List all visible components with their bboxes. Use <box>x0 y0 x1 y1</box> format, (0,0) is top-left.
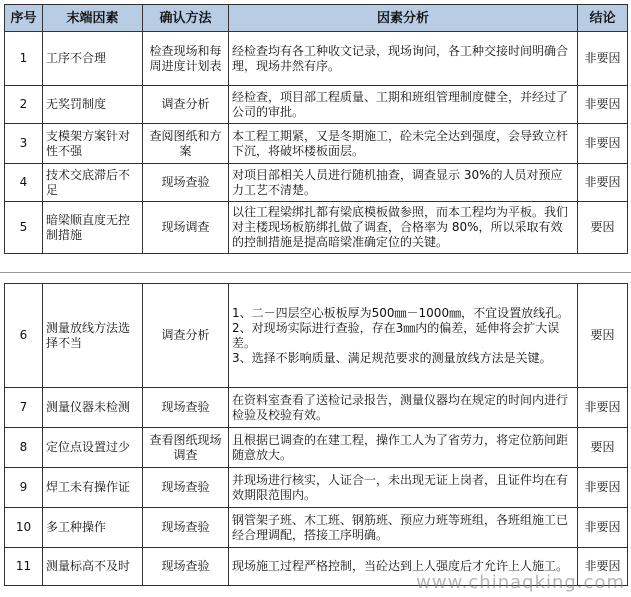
row-no: 3 <box>5 124 43 164</box>
analysis-line: 1、二－四层空心板板厚为500㎜－1000㎜，不宜设置放线孔。 <box>232 305 570 320</box>
cause-table-part1 <box>4 4 628 254</box>
row-analysis: 对项目部相关人员进行随机抽查，调查显示 30%的人员对预应力工艺不清楚。 <box>229 164 578 202</box>
row-analysis: 以往工程梁绑扎都有梁底模板做参照，而本工程均为平板。我们对主楼现场板筋绑扎做了调查，合格率为 80%，所以采取有效的控制措施是提高暗梁准确定位的关键。 <box>229 202 578 254</box>
table-row <box>5 284 628 388</box>
row-analysis: 经检查均有各工种收文记录，现场询问，各工种交接时间明确合理，现场井然有序。 <box>229 32 578 86</box>
row-method: 现场查验 <box>143 164 229 202</box>
header-factor: 末端因素 <box>43 5 143 32</box>
table-row <box>5 32 628 86</box>
row-method: 调查分析 <box>143 284 229 388</box>
row-conclusion: 非要因 <box>578 124 628 164</box>
row-method: 检查现场和每周进度计划表 <box>143 32 229 86</box>
row-method: 现场查验 <box>143 548 229 586</box>
watermark: www.chinaqking.com <box>416 572 625 593</box>
row-no: 7 <box>5 388 43 428</box>
row-factor: 多工种操作 <box>43 508 143 548</box>
header-row <box>5 5 628 32</box>
table-row <box>5 164 628 202</box>
row-conclusion: 非要因 <box>578 548 628 586</box>
row-conclusion: 非要因 <box>578 86 628 124</box>
header-conclusion: 结论 <box>578 5 628 32</box>
table-row <box>5 428 628 468</box>
row-factor: 支模架方案针对性不强 <box>43 124 143 164</box>
row-method: 查阅图纸和方案 <box>143 124 229 164</box>
row-analysis: 本工程工期紧，又是冬期施工，砼未完全达到强度，会导致立杆下沉，将破坏楼板面层。 <box>229 124 578 164</box>
page-break-divider <box>0 272 631 273</box>
row-analysis <box>229 284 578 388</box>
table-row <box>5 468 628 508</box>
row-conclusion: 非要因 <box>578 32 628 86</box>
table-row <box>5 508 628 548</box>
row-method: 现场调查 <box>143 202 229 254</box>
row-factor: 定位点设置过少 <box>43 428 143 468</box>
row-factor: 测量仪器未检测 <box>43 388 143 428</box>
table-row <box>5 202 628 254</box>
row-factor: 技术交底滞后不足 <box>43 164 143 202</box>
row-method: 现场查验 <box>143 508 229 548</box>
row-conclusion: 要因 <box>578 202 628 254</box>
row-analysis: 且根据已调查的在建工程，操作工人为了省劳力，将定位筋间距随意放大。 <box>229 428 578 468</box>
row-method: 查看图纸现场调查 <box>143 428 229 468</box>
row-method: 调查分析 <box>143 86 229 124</box>
table-row <box>5 124 628 164</box>
row-conclusion: 非要因 <box>578 508 628 548</box>
row-factor: 测量放线方法选择不当 <box>43 284 143 388</box>
row-analysis: 在资料室查看了送检记录报告，测量仪器均在规定的时间内进行检验及校验有效。 <box>229 388 578 428</box>
header-method: 确认方法 <box>143 5 229 32</box>
row-factor: 焊工未有操作证 <box>43 468 143 508</box>
row-analysis: 现场施工过程严格控制，当砼达到上人强度后才允许上人施工。 <box>229 548 578 586</box>
row-method: 现场查验 <box>143 468 229 508</box>
analysis-line: 2、对现场实际进行查验，存在3㎜内的偏差，延伸将会扩大误差。 <box>232 320 560 350</box>
cause-table-part2 <box>4 283 628 586</box>
row-conclusion: 要因 <box>578 428 628 468</box>
row-no: 11 <box>5 548 43 586</box>
row-analysis: 经检查，项目部工程质量、工期和班组管理制度健全，并经过了公司的审批。 <box>229 86 578 124</box>
row-conclusion: 非要因 <box>578 164 628 202</box>
row-analysis: 并现场进行核实，人证合一，未出现无证上岗者，且证件均在有效期限范围内。 <box>229 468 578 508</box>
row-factor: 工序不合理 <box>43 32 143 86</box>
table-row <box>5 388 628 428</box>
row-conclusion: 非要因 <box>578 388 628 428</box>
row-no: 1 <box>5 32 43 86</box>
row-factor: 暗梁顺直度无控制措施 <box>43 202 143 254</box>
row-no: 8 <box>5 428 43 468</box>
row-no: 4 <box>5 164 43 202</box>
row-factor: 无奖罚制度 <box>43 86 143 124</box>
header-analysis: 因素分析 <box>229 5 578 32</box>
table-row <box>5 86 628 124</box>
analysis-line: 3、选择不影响质量、满足规范要求的测量放线方法是关键。 <box>232 350 552 365</box>
row-conclusion: 要因 <box>578 284 628 388</box>
row-factor: 测量标高不及时 <box>43 548 143 586</box>
row-method: 现场查验 <box>143 388 229 428</box>
row-no: 2 <box>5 86 43 124</box>
row-analysis: 钢管架子班、木工班、钢筋班、预应力班等班组，各班组施工已经合理调配，搭接工序明确。 <box>229 508 578 548</box>
header-no: 序号 <box>5 5 43 32</box>
row-no: 6 <box>5 284 43 388</box>
row-no: 5 <box>5 202 43 254</box>
row-no: 10 <box>5 508 43 548</box>
row-no: 9 <box>5 468 43 508</box>
row-conclusion: 非要因 <box>578 468 628 508</box>
